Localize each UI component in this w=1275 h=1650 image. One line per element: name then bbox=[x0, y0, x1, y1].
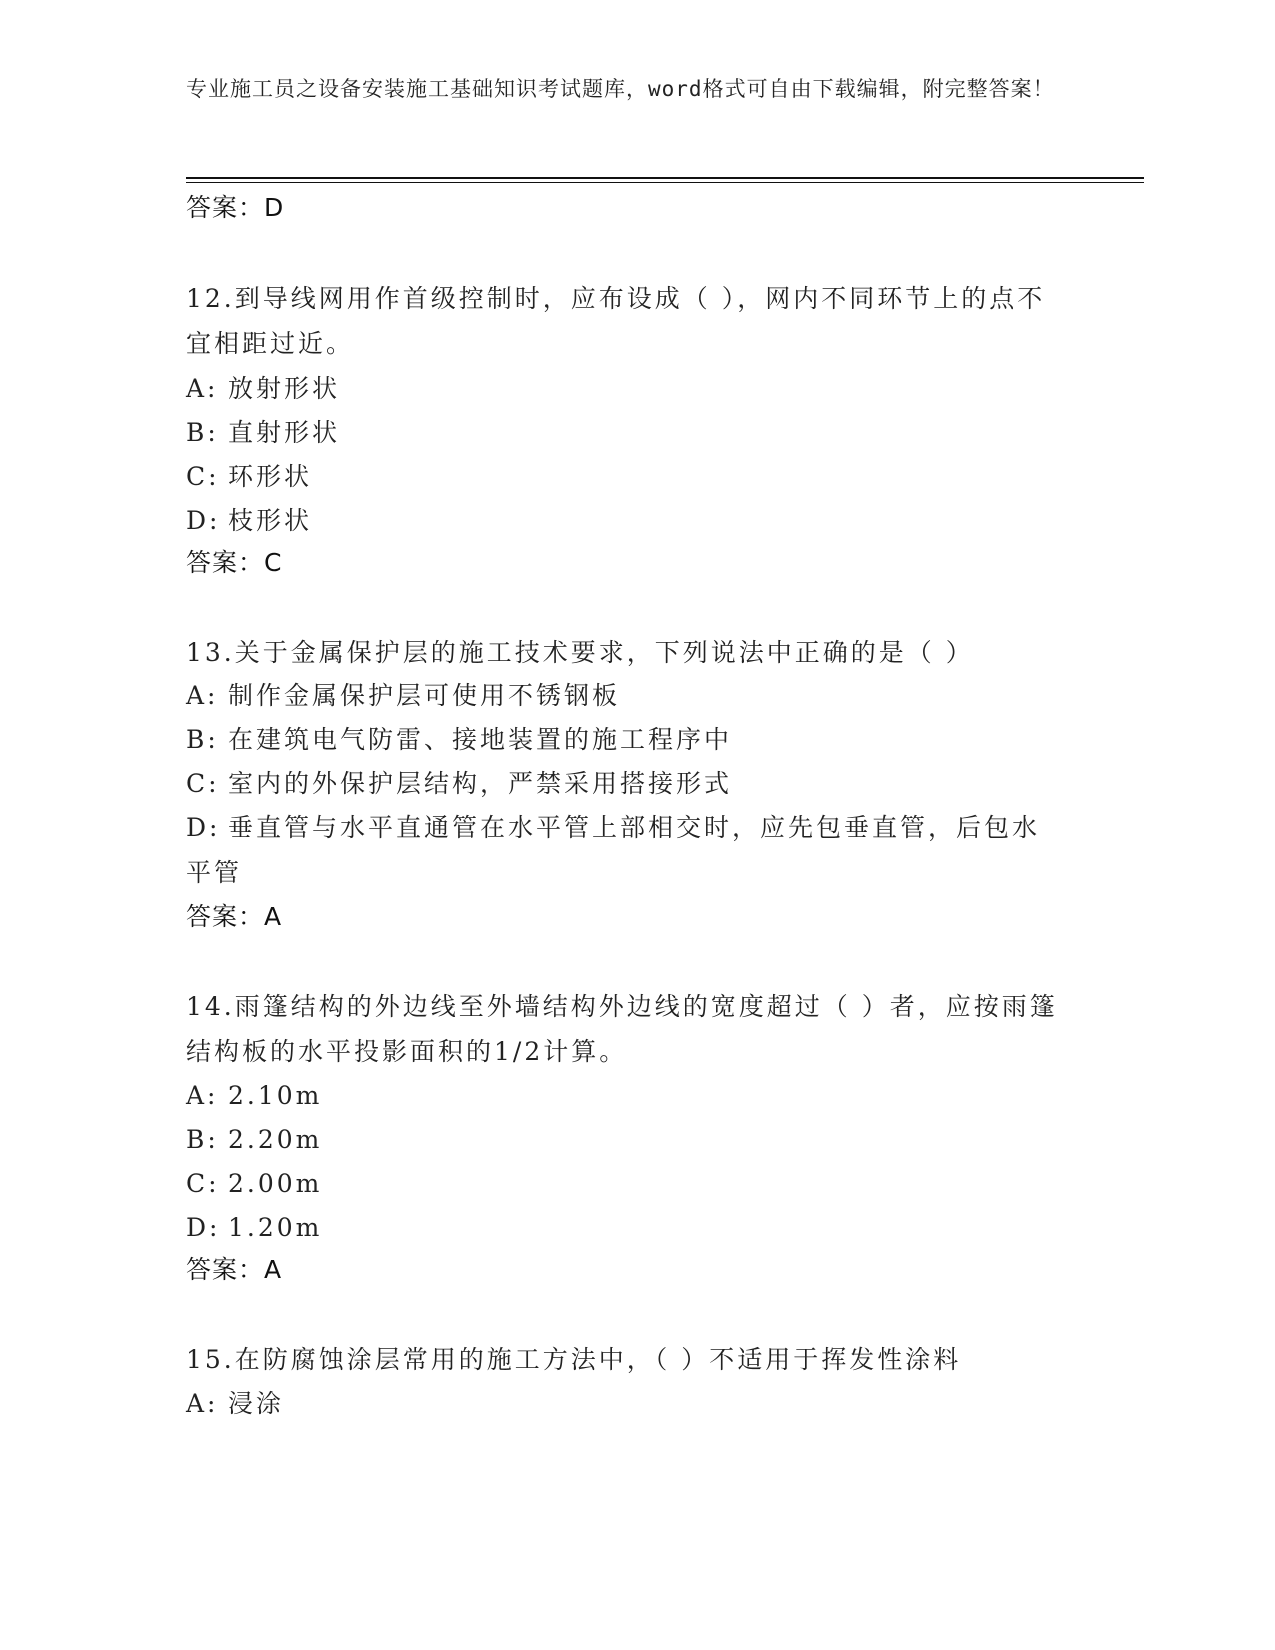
option-letter: C: bbox=[186, 462, 220, 491]
option-letter: A: bbox=[186, 374, 219, 403]
option-item bbox=[186, 761, 1066, 806]
option-text: 在建筑电气防雷、接地装置的施工程序中 bbox=[228, 725, 733, 754]
option-text: 枝形状 bbox=[228, 506, 313, 535]
option-item bbox=[186, 805, 1066, 895]
option-letter: A: bbox=[186, 1389, 219, 1418]
option-text: 直射形状 bbox=[228, 418, 341, 447]
answer-label: 答案：A bbox=[186, 1255, 283, 1284]
answer-label: 答案：A bbox=[186, 902, 283, 931]
option-letter: C: bbox=[186, 769, 220, 798]
option-text: 浸涂 bbox=[228, 1389, 285, 1418]
option-item bbox=[186, 1205, 1066, 1250]
option-text: 2.00m bbox=[228, 1169, 323, 1198]
question-stem: 14.雨篷结构的外边线至外墙结构外边线的宽度超过（ ）者，应按雨篷结构板的水平投影面积的1/2计算。 bbox=[186, 992, 1058, 1066]
option-letter: A: bbox=[186, 1081, 219, 1110]
option-text: 制作金属保护层可使用不锈钢板 bbox=[228, 681, 621, 710]
header-divider bbox=[186, 177, 1144, 179]
option-letter: B: bbox=[186, 725, 219, 754]
option-text: 垂直管与水平直通管在水平管上部相交时，应先包垂直管，后包水平管 bbox=[186, 813, 1041, 887]
option-item bbox=[186, 1073, 1066, 1118]
answer-label: 答案：C bbox=[186, 548, 283, 577]
option-letter: A: bbox=[186, 681, 219, 710]
option-text: 放射形状 bbox=[228, 374, 341, 403]
option-item bbox=[186, 1117, 1066, 1162]
question-stem: 13.关于金属保护层的施工技术要求，下列说法中正确的是（ ） bbox=[186, 638, 974, 667]
option-item bbox=[186, 498, 1066, 543]
option-item bbox=[186, 717, 1066, 762]
option-letter: C: bbox=[186, 1169, 220, 1198]
question-stem: 15.在防腐蚀涂层常用的施工方法中，（ ）不适用于挥发性涂料 bbox=[186, 1345, 962, 1374]
option-item bbox=[186, 410, 1066, 455]
option-letter: D: bbox=[186, 1213, 221, 1242]
option-letter: D: bbox=[186, 506, 221, 535]
option-text: 2.10m bbox=[228, 1081, 323, 1110]
option-text: 环形状 bbox=[228, 462, 313, 491]
option-item bbox=[186, 366, 1066, 411]
option-item bbox=[186, 1161, 1066, 1206]
answer-label: 答案：D bbox=[186, 193, 285, 222]
option-text: 室内的外保护层结构，严禁采用搭接形式 bbox=[228, 769, 733, 798]
question-stem: 12.到导线网用作首级控制时，应布设成（ ），网内不同环节上的点不宜相距过近。 bbox=[186, 284, 1046, 358]
option-text: 1.20m bbox=[228, 1213, 323, 1242]
option-letter: B: bbox=[186, 1125, 219, 1154]
option-letter: B: bbox=[186, 418, 219, 447]
option-item bbox=[186, 673, 1066, 718]
document-header: 专业施工员之设备安装施工基础知识考试题库，word格式可自由下载编辑，附完整答案！ bbox=[186, 77, 1055, 101]
option-item bbox=[186, 1381, 1066, 1426]
option-letter: D: bbox=[186, 813, 221, 842]
option-item bbox=[186, 454, 1066, 499]
option-text: 2.20m bbox=[228, 1125, 323, 1154]
header-divider-thin bbox=[186, 182, 1144, 183]
